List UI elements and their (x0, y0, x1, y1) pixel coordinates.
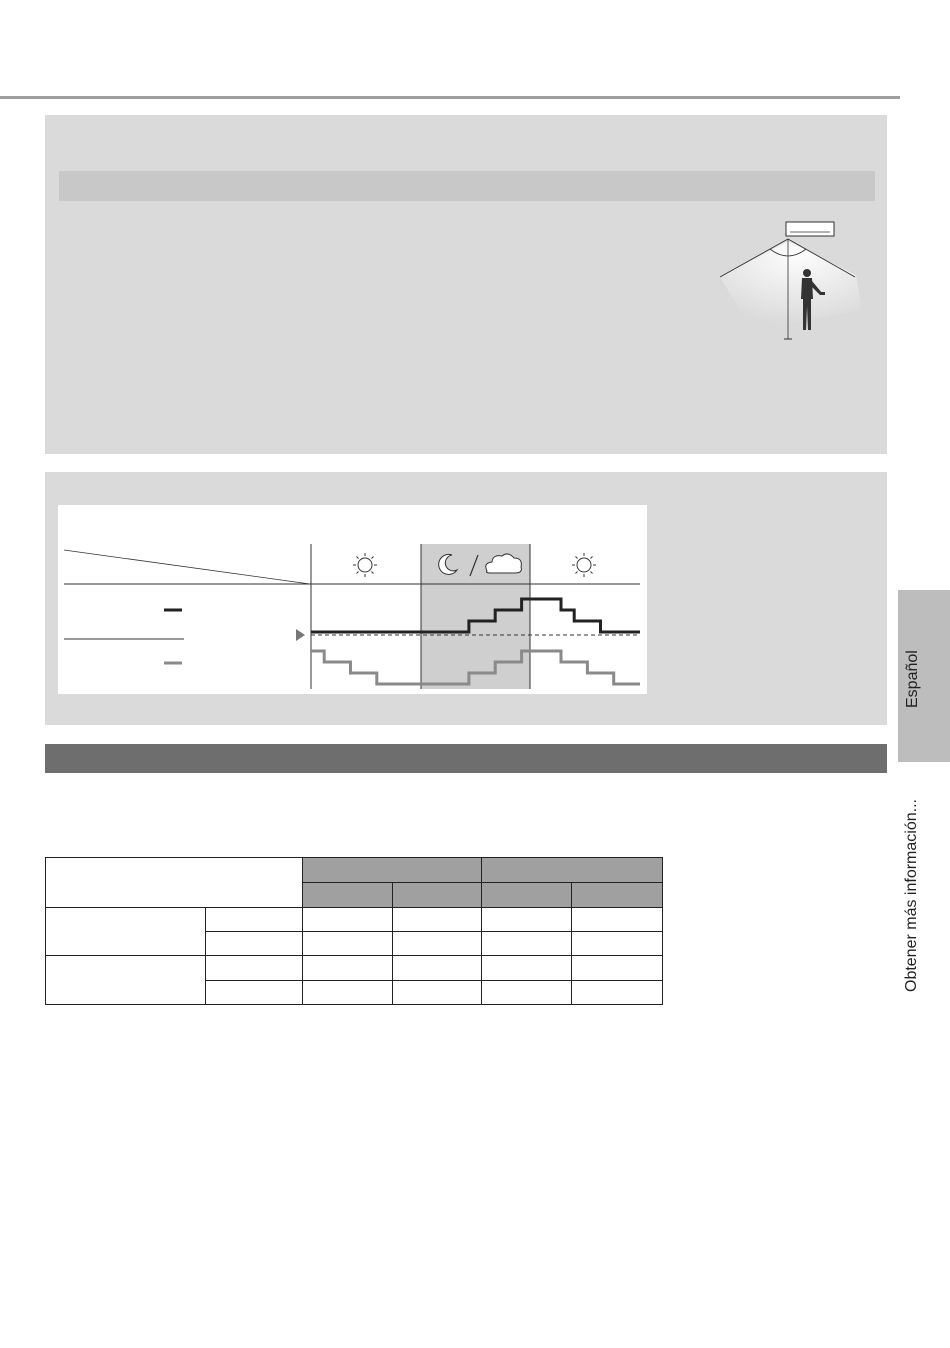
section-band-1 (59, 171, 875, 201)
table-cell (206, 981, 303, 1005)
table-cell (572, 932, 663, 956)
table-subheader-1 (303, 883, 393, 908)
table-cell (572, 908, 663, 932)
table-cell (393, 981, 482, 1005)
air-conditioner-unit (786, 222, 834, 236)
header-diagonal (64, 550, 310, 584)
section-label: Obtener más información... (903, 799, 920, 992)
top-rule (0, 96, 900, 99)
table-cell (482, 932, 572, 956)
table-cell (572, 956, 663, 981)
detection-area (720, 241, 862, 330)
section-band-2 (45, 744, 887, 773)
sun-icon-2 (572, 553, 596, 577)
table-row-group-1 (46, 908, 206, 956)
table-cell (206, 932, 303, 956)
table-cell (393, 956, 482, 981)
spec-table (45, 857, 663, 1005)
sun-icon (353, 553, 377, 577)
table-subheader-4 (572, 883, 663, 908)
table-cell (482, 908, 572, 932)
table-cell (303, 932, 393, 956)
table-cell (206, 956, 303, 981)
language-tab-label: Español (904, 650, 921, 708)
table-subheader-2 (393, 883, 482, 908)
table-row-group-2 (46, 956, 206, 1005)
reference-marker (296, 629, 305, 641)
table-cell (393, 932, 482, 956)
table-corner-cell (46, 858, 303, 908)
table-cell (206, 908, 303, 932)
table-cell (482, 956, 572, 981)
table-cell (303, 956, 393, 981)
table-cell (572, 981, 663, 1005)
table-header-group-1 (303, 858, 482, 883)
table-subheader-3 (482, 883, 572, 908)
table-header-group-2 (482, 858, 663, 883)
table-cell (482, 981, 572, 1005)
table-cell (303, 908, 393, 932)
table-cell (393, 908, 482, 932)
sensor-illustration (712, 215, 872, 345)
table-cell (303, 981, 393, 1005)
operation-chart (58, 505, 647, 694)
